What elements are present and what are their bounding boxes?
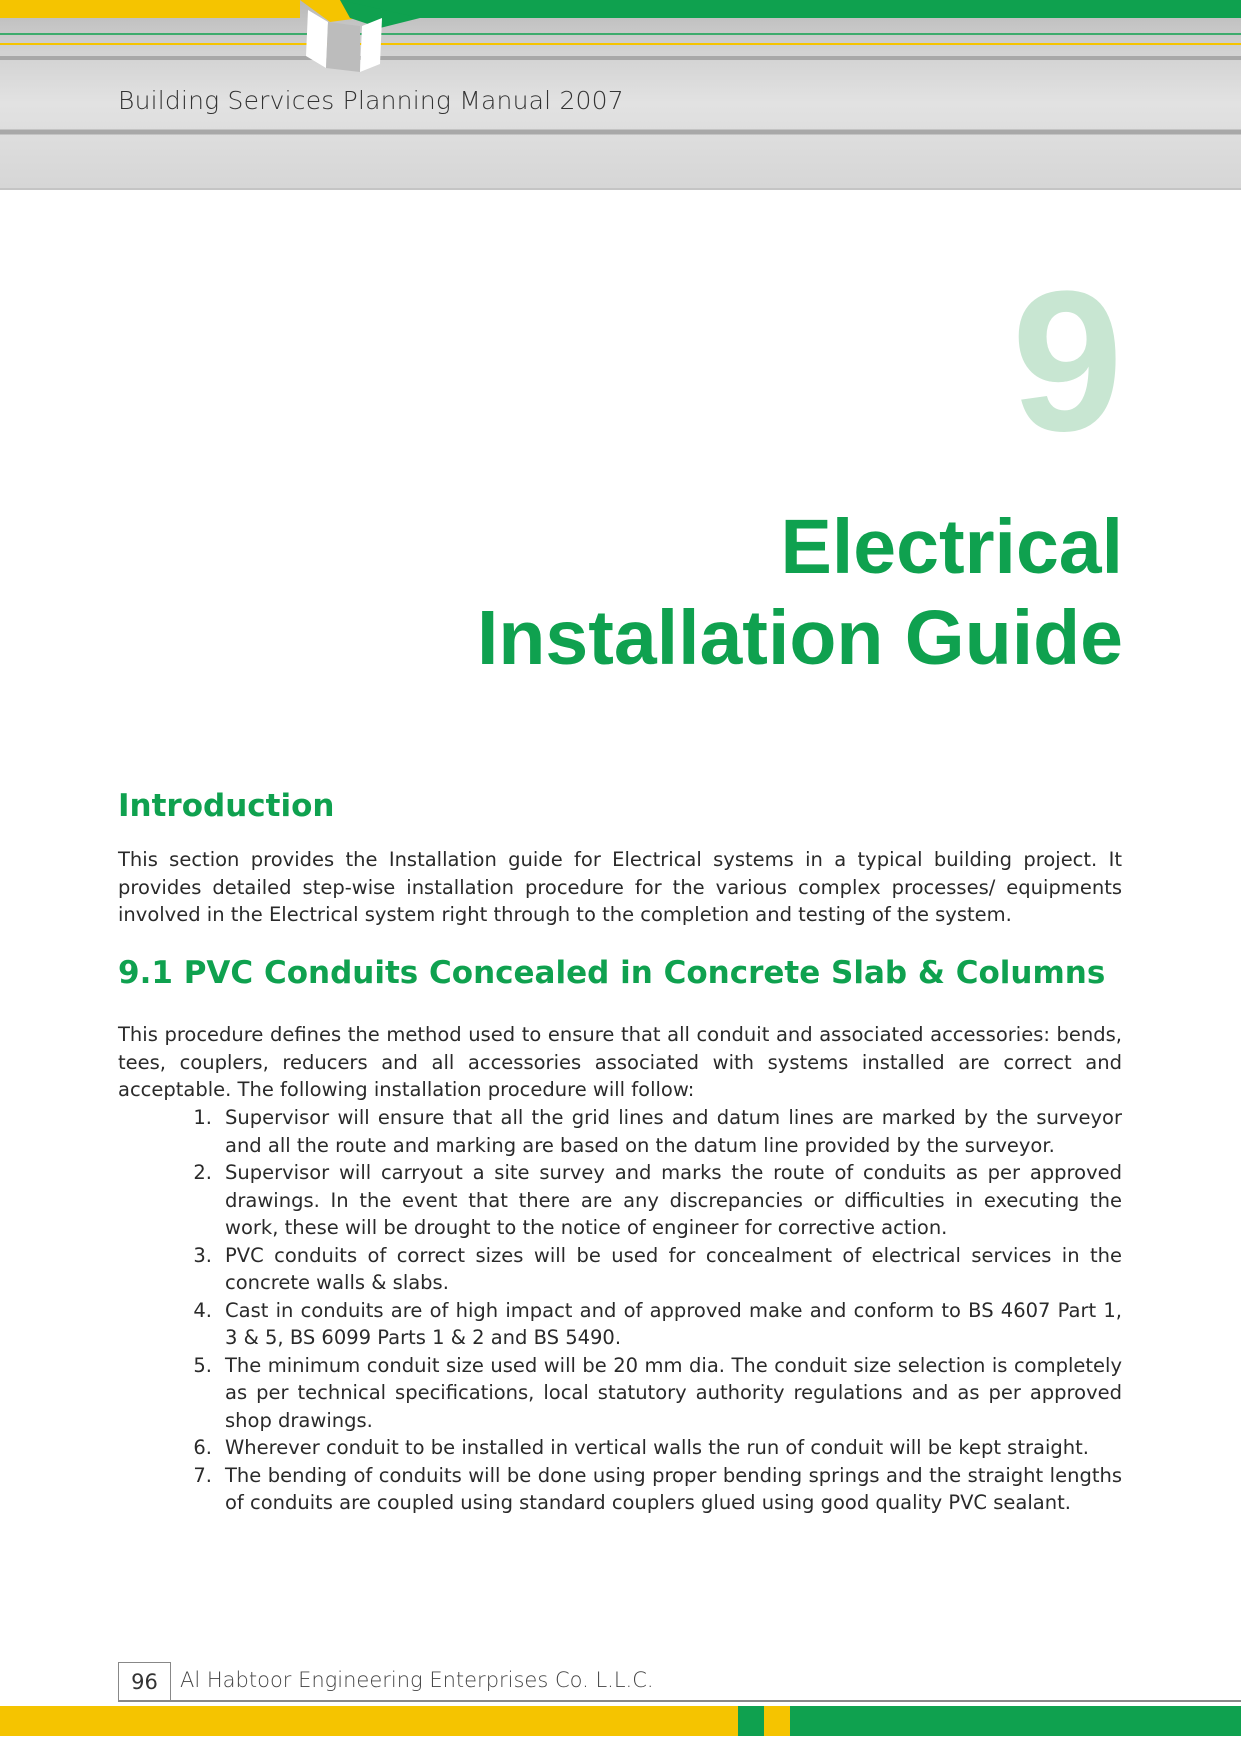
- list-item-number: 1.: [193, 1106, 212, 1129]
- list-item-number: 2.: [193, 1161, 212, 1184]
- list-item-text: Cast in conduits are of high impact and of approved make and conform to BS 4607 Part 1, 3 & 5, BS 6099 Parts 1 & 2 and BS 5490.: [225, 1298, 1122, 1349]
- page-header: [0, 0, 1241, 190]
- section-heading: 9.1 PVC Conduits Concealed in Concrete Slab & Columns: [118, 955, 1106, 991]
- footer-color-bar: [0, 1706, 1241, 1742]
- section-paragraph: This procedure defines the method used to ensure that all conduit and associated accessories: bends, tees, couplers, reducers and all accessories associated with systems installed are correct and acceptable. The following installation procedure will follow:: [118, 1023, 1122, 1101]
- list-item: [118, 1462, 1122, 1517]
- list-item-text: PVC conduits of correct sizes will be used for concealment of electrical services in the concrete walls & slabs.: [225, 1243, 1122, 1294]
- list-item-number: 3.: [193, 1243, 212, 1267]
- chapter-title: [477, 502, 1123, 684]
- list-item: [118, 1159, 1122, 1242]
- list-item: [118, 1242, 1122, 1297]
- list-item: [118, 1297, 1122, 1352]
- list-item-text: Supervisor will carryout a site survey and marks the route of conduits as per approved drawings. In the event that there are any discrepancies or difficulties in executing the work, these will be drought to the notice of engineer for corrective action.: [225, 1161, 1122, 1239]
- list-item: [118, 1104, 1122, 1159]
- list-item-text: The minimum conduit size used will be 20 mm dia. The conduit size selection is completely as per technical specifications, local statutory authority regulations and as per approved shop drawings.: [225, 1353, 1122, 1432]
- introduction-heading: Introduction: [118, 788, 335, 824]
- list-item: [118, 1434, 1122, 1462]
- list-item-number: 4.: [193, 1298, 212, 1322]
- procedure-list: [118, 1104, 1122, 1517]
- list-item-number: 5.: [193, 1353, 212, 1377]
- list-item-number: 7.: [193, 1463, 212, 1487]
- chapter-number: 9: [1011, 250, 1123, 473]
- chapter-title-line-1: Electrical: [780, 504, 1123, 590]
- page-number: 96: [118, 1662, 171, 1700]
- introduction-paragraph: This section provides the Installation guide for Electrical systems in a typical building project. It provides detailed step-wise installation procedure for the various complex processes/ equipments involved in the Electrical system right through to the completion and testing of the system.: [118, 848, 1122, 926]
- manual-title: Building Services Planning Manual 2007: [118, 86, 624, 115]
- list-item-text: Supervisor will ensure that all the grid lines and datum lines are marked by the surveyor and all the route and marking are based on the datum line provided by the surveyor.: [225, 1106, 1122, 1157]
- chapter-title-line-2: Installation Guide: [476, 595, 1123, 681]
- company-name: Al Habtoor Engineering Enterprises Co. L.L.C.: [180, 1668, 654, 1692]
- list-item-text: Wherever conduit to be installed in vertical walls the run of conduit will be kept straight.: [225, 1436, 1089, 1459]
- list-item-number: 6.: [193, 1436, 212, 1459]
- list-item: [118, 1352, 1122, 1435]
- list-item-text: The bending of conduits will be done using proper bending springs and the straight lengths of conduits are coupled using standard couplers glued using good quality PVC sealant.: [225, 1463, 1122, 1514]
- footer-divider: [118, 1700, 1241, 1702]
